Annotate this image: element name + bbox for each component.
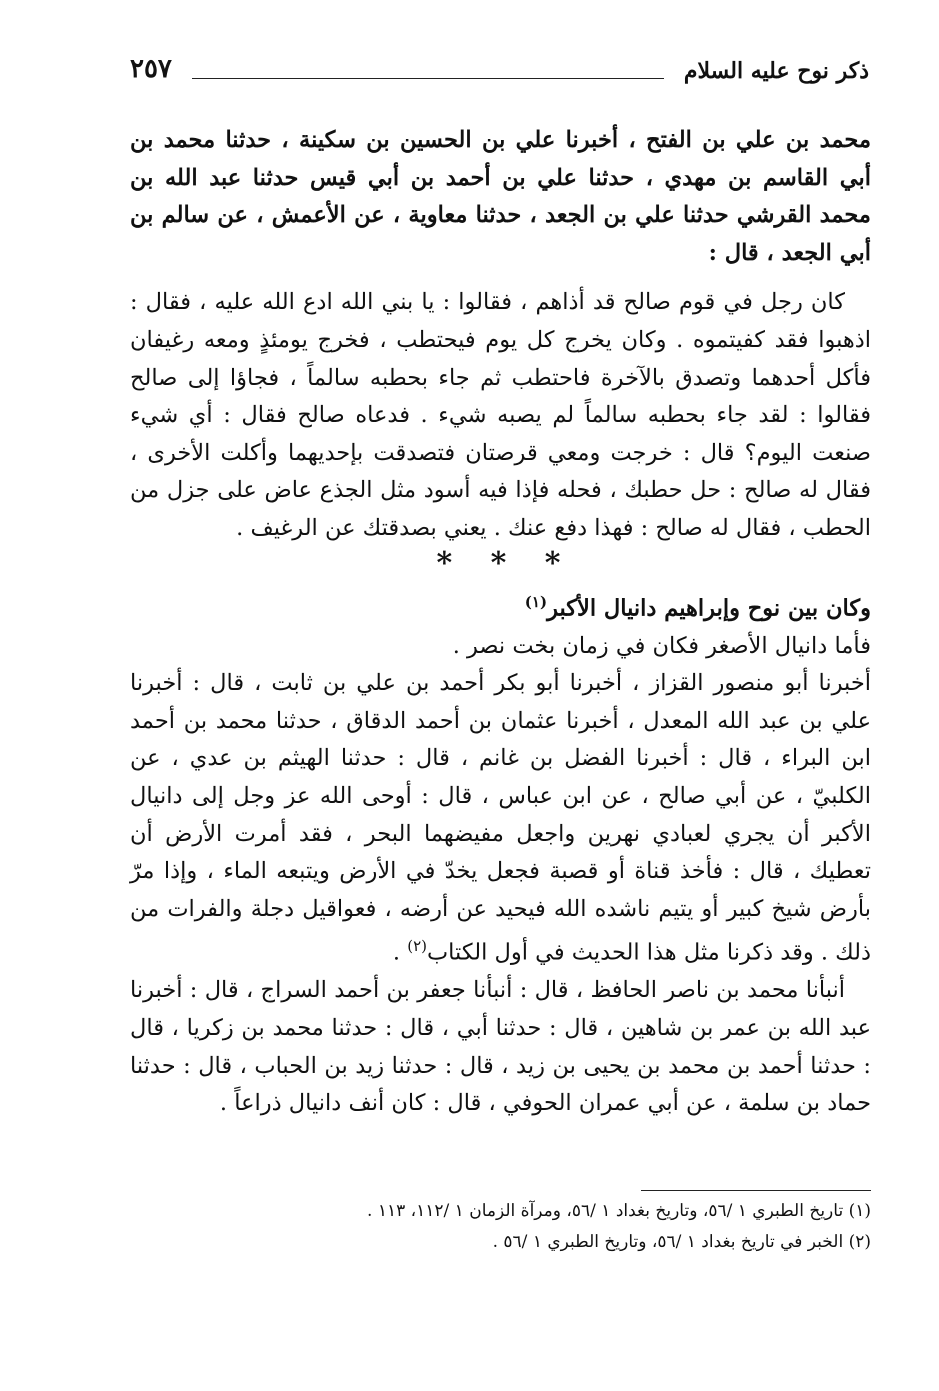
running-header [130,54,869,94]
narration-paragraph: كان رجل في قوم صالح قد أذاهم ، فقالوا : يا بني الله ادع الله عليه ، فقال : اذهبوا فقد كفيتموه . وكان يخرج كل يوم فيحتطب ، فخرج يومئذٍ ومعه رغيفان فأكل أحدهما وتصدق بالآخرة فاحتطب ثم جاء بحطبه سالماً ، فجاؤا إلى صالح فقالوا : لقد جاء بحطبه سالماً لم يصبه شيء . فدعاه صالح فقال : أي شيء صنعت اليوم؟ قال : خرجت ومعي قرصتان فتصدقت بإحديهما وأكلت الأخرى ، فقال له صالح : حل حطبك ، فحله فإذا فيه أسود مثل الجذع عاض على جزل من الحطب ، فقال له صالح : فهذا دفع عنك . يعني بصدقتك عن الرغيف . [130,289,871,541]
daniel-paragraph: فأما دانيال الأصغر فكان في زمان بخت نصر . [452,632,871,659]
footnote-rule [641,1190,871,1191]
main-text [130,122,871,1123]
footnote-1: (١) تاريخ الطبري ١ /٥٦، وتاريخ بغداد ١ /٥٦، ومرآة الزمان ١ /١١٢، ١١٣ . [367,1201,871,1221]
page-number: ٢٥٧ [130,54,172,84]
footnote-2: (٢) الخبر في تاريخ بغداد ١ /٥٦، وتاريخ الطبري ١ /٥٦ . [492,1232,871,1252]
chapter-title: ذكر نوح عليه السلام [683,58,869,84]
isnad-paragraph: محمد بن علي بن الفتح ، أخبرنا علي بن الحسين بن سكينة ، حدثنا محمد بن أبي القاسم بن مهدي ، حدثنا علي بن أحمد بن أبي قيس حدثنا عبد الله بن محمد القرشي حدثنا علي بن الجعد ، حدثنا معاوية ، عن الأعمش ، عن سالم بن أبي الجعد ، قال : [130,127,871,266]
footnotes [130,1196,871,1258]
footnote-ref-2: (٢) [407,937,427,956]
footnote-ref-1: (١) [524,592,548,611]
hadith-text: أخبرنا أبو منصور القزاز ، أخبرنا أبو بكر أحمد بن علي بن ثابت ، قال : أخبرنا علي بن عبد الله المعدل ، أخبرنا عثمان بن أحمد الدقاق ، حدثنا محمد بن أحمد ابن البراء ، قال : أخبرنا الفضل بن غانم ، قال : حدثنا الهيثم بن عدي ، عن الكلبيّ ، عن أبي صالح ، عن ابن عباس ، قال : أوحى الله عز وجل إلى دانيال الأكبر أن يجري لعبادي نهرين واجعل مفيضهما البحر ، فقد أمرت الأرض أن تعطيك ، قال : فأخذ قناة أو قصبة فجعل يخدّ في الأرض ويتبعه الماء ، وإذا مرّ بأرض شيخ كبير أو يتيم ناشده الله فيحيد عن أرضه ، فعواقيل دجلة والفرات من ذلك . وقد ذكرنا مثل هذا الحديث في أول الكتاب [130,670,871,966]
final-paragraph: أنبأنا محمد بن ناصر الحافظ ، قال : أنبأنا جعفر بن أحمد السراج ، قال : أخبرنا عبد الله بن عمر بن شاهين ، قال : حدثنا أبي ، قال : حدثنا محمد بن زكريا ، قال : حدثنا أحمد بن محمد بن يحيى بن زيد ، قال : حدثنا زيد بن الحباب ، قال : حدثنا حماد بن سلمة ، عن أبي عمران الحوفي ، قال : كان أنف دانيال ذراعاً . [130,977,871,1117]
section-separator: * * * [436,545,575,581]
section-heading [130,584,871,628]
hadith-paragraph [130,665,871,972]
hadith-end: . [392,939,408,966]
header-rule [192,78,664,79]
paragraph-gap [130,272,871,284]
section-heading-text: وكان بين نوح وإبراهيم دانيال الأكبر [547,595,871,622]
